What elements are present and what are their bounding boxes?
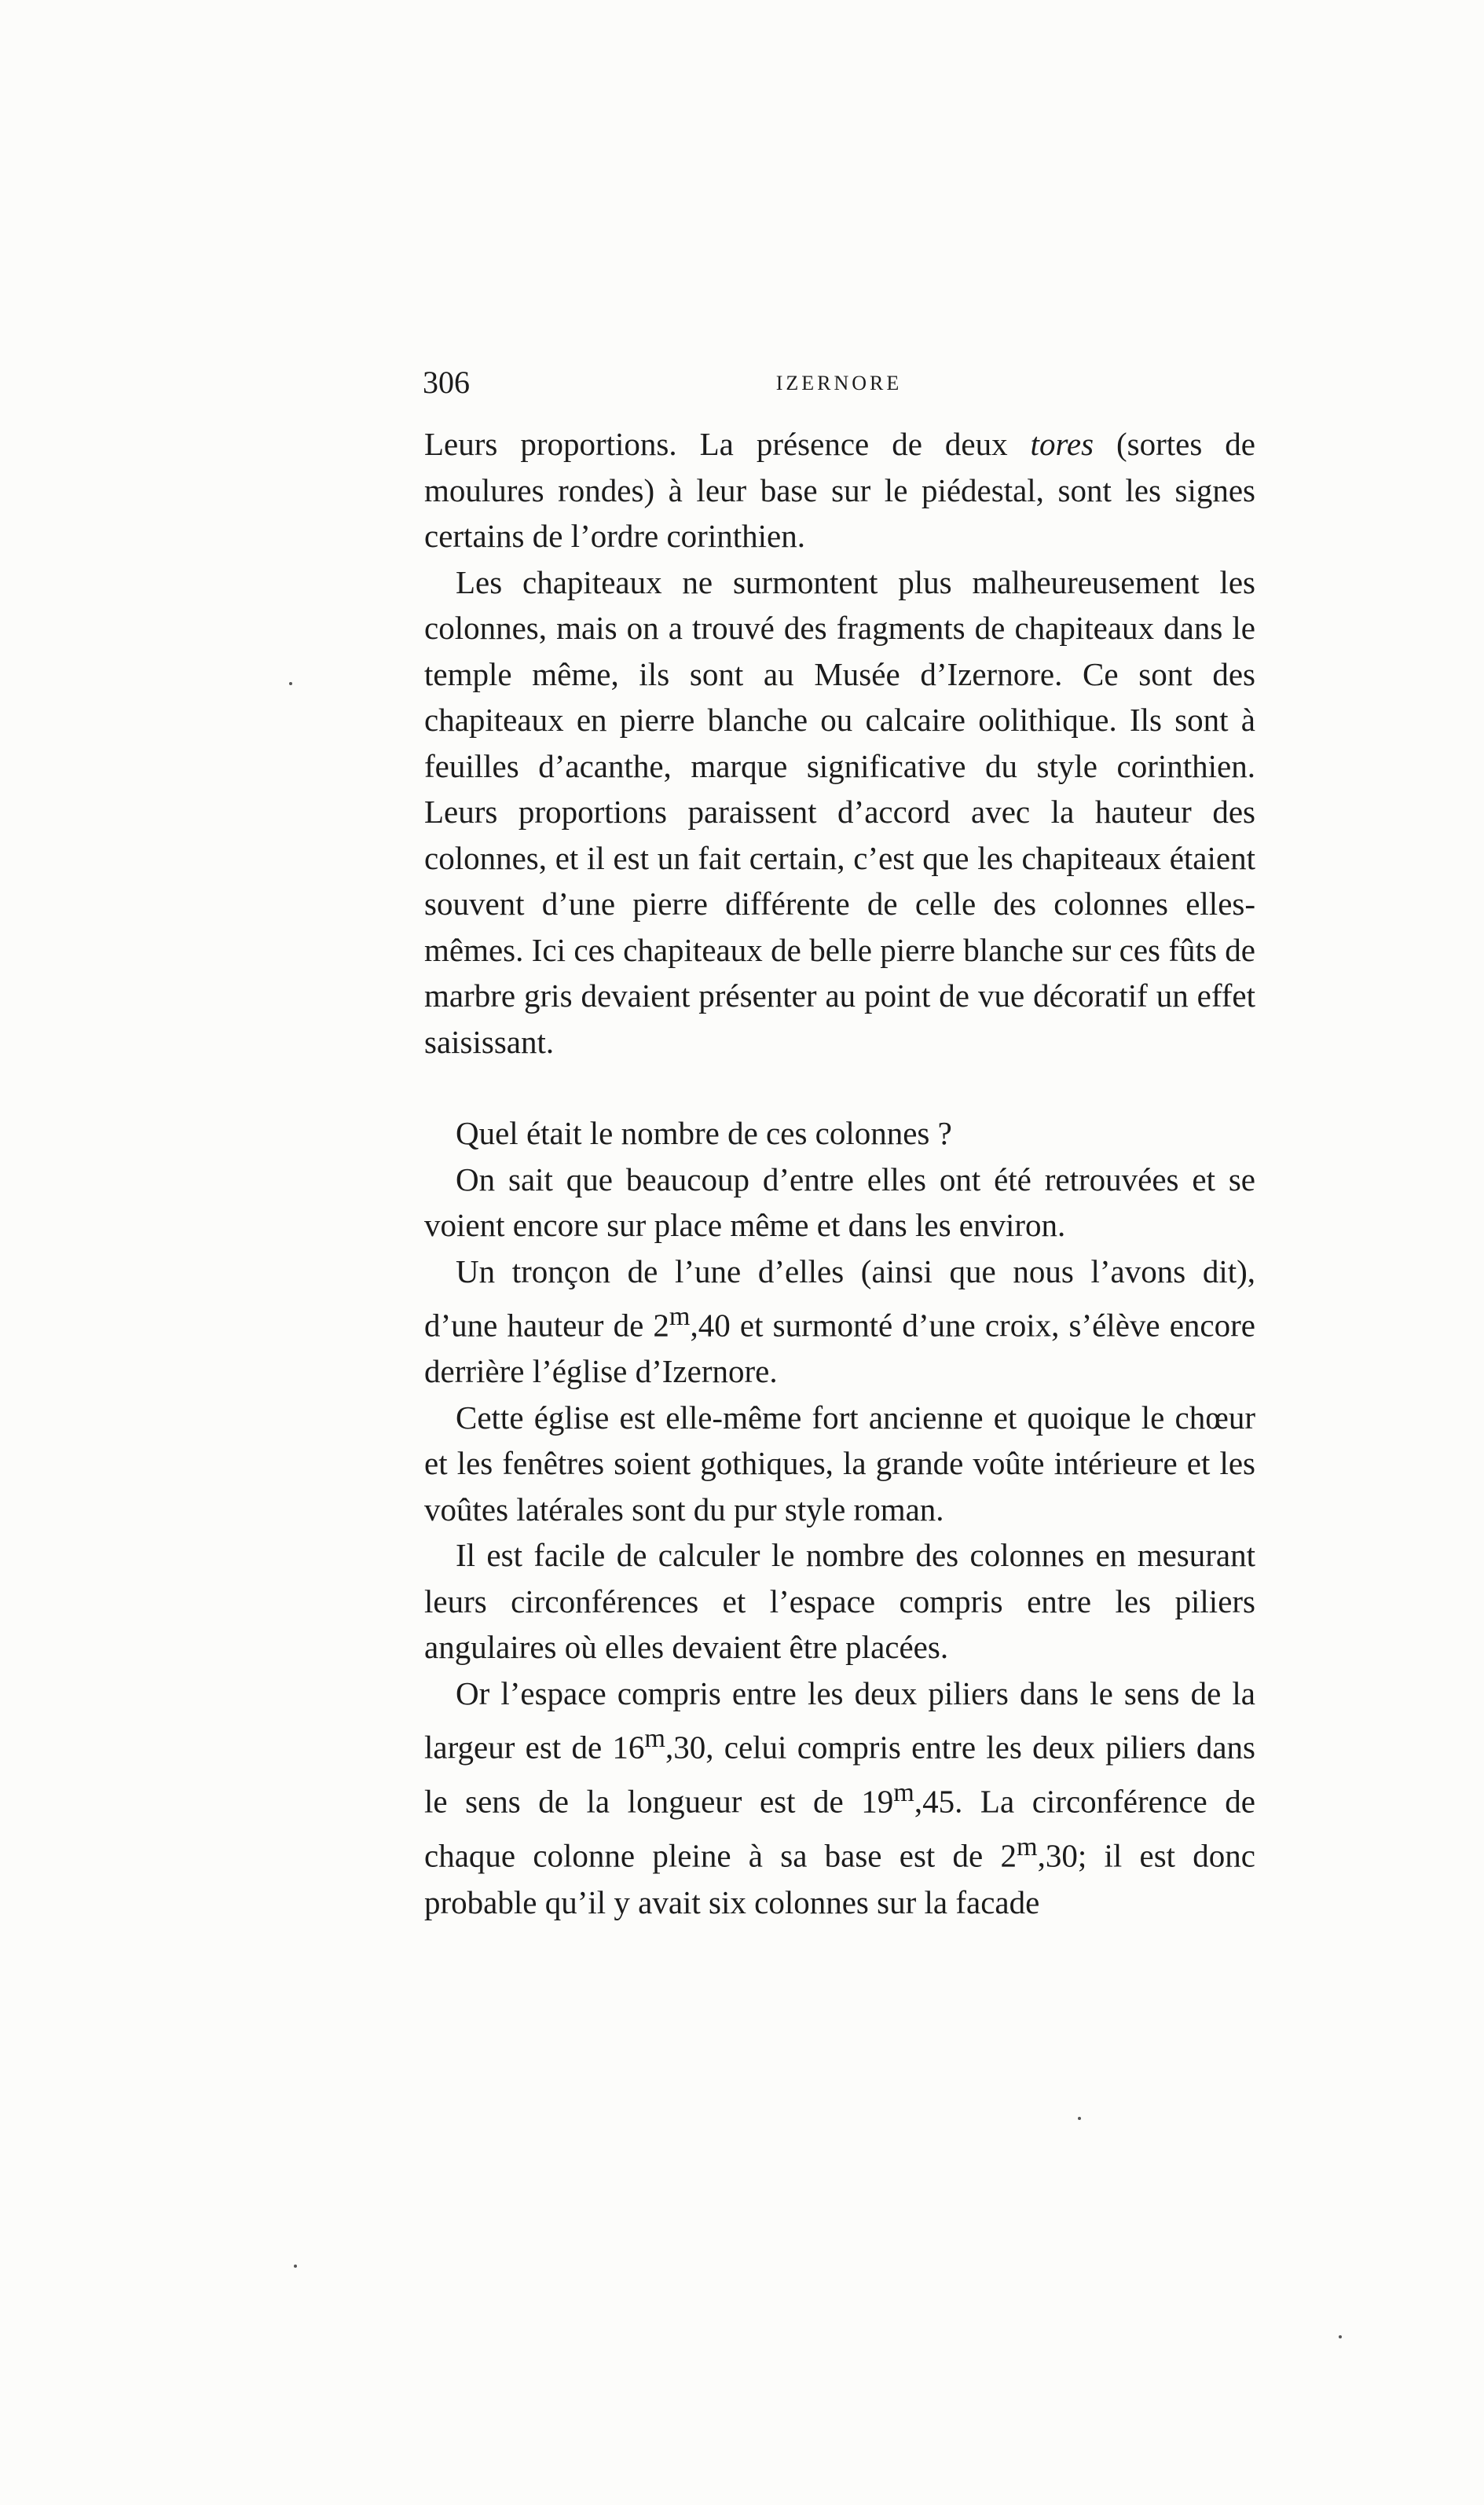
text-run: (sortes de moulures rondes) à leur base sur le piédestal, sont les signes certains de l’ordre corinthien. bbox=[424, 426, 1255, 554]
superscript-unit: m bbox=[893, 1778, 914, 1808]
text-run: Leurs proportions. La présence de deux bbox=[424, 426, 1031, 462]
paper-speck bbox=[289, 682, 292, 685]
paragraph-spacer bbox=[424, 1065, 1255, 1110]
running-head bbox=[423, 363, 1255, 402]
superscript-unit: m bbox=[669, 1302, 691, 1331]
paragraph-retrouvees: On sait que beaucoup d’entre elles ont été retrouvées et se voient encore sur place même et dans les environ. bbox=[424, 1161, 1255, 1243]
paragraph-eglise: Cette église est elle-même fort ancienne et quoique le chœur et les fenêtres soient gothiques, la grande voûte intérieure et les voûtes latérales sont du pur style roman. bbox=[424, 1399, 1255, 1528]
body-text bbox=[424, 421, 1255, 1925]
paragraph-question: Quel était le nombre de ces colonnes ? bbox=[456, 1115, 952, 1151]
italic-term: tores bbox=[1030, 426, 1094, 462]
text-run: ,45. La circonférence de chaque colonne pleine à sa base est de 2 bbox=[424, 1783, 1255, 1875]
paragraph-proportions bbox=[424, 421, 1255, 559]
superscript-unit: m bbox=[644, 1724, 665, 1754]
superscript-unit: m bbox=[1017, 1832, 1038, 1862]
paper-speck bbox=[294, 2265, 297, 2268]
paragraph-espace bbox=[424, 1671, 1255, 1925]
text-run: ,30; il est donc probable qu’il y avait six colonnes sur la facade bbox=[424, 1838, 1255, 1920]
text-run: ,40 et surmonté d’une croix, s’élève encore derrière l’église d’Izernore. bbox=[424, 1307, 1255, 1390]
paper-speck bbox=[1339, 2335, 1342, 2338]
text-run: Or l’espace compris entre les deux piliers dans le sens de la largeur est de 16 bbox=[424, 1674, 1255, 1766]
paragraph-calcul: Il est facile de calculer le nombre des colonnes en mesurant leurs circonférences et l’espace compris entre les piliers angulaires où elles devaient être placées. bbox=[424, 1537, 1255, 1666]
text-run: Un tronçon de l’une d’elles (ainsi que nous l’avons dit), d’une hauteur de 2 bbox=[424, 1252, 1255, 1344]
text-run: ,30, celui compris entre les deux piliers dans le sens de la longueur est de 19 bbox=[424, 1729, 1255, 1820]
paragraph-troncon bbox=[424, 1249, 1255, 1395]
page-number: 306 bbox=[423, 365, 470, 400]
paper-speck bbox=[1078, 2117, 1081, 2120]
paragraph-chapiteaux: Les chapiteaux ne surmontent plus malheureusement les colonnes, mais on a trouvé des fragments de chapiteaux dans le temple même, ils sont au Musée d’Izernore. Ce sont des chapiteaux en pierre blanche ou calcaire oolithique. Ils sont à feuilles d’acanthe, marque significative du style corinthien. Leurs proportions paraissent d’accord avec la hauteur des colonnes, et il est un fait certain, c’est que les chapiteaux étaient souvent d’une pierre différente de celle des colonnes elles-mêmes. Ici ces chapiteaux de belle pierre blanche sur ces fûts de marbre gris devaient présenter au point de vue décoratif un effet saisissant. bbox=[424, 563, 1255, 1060]
running-title: IZERNORE bbox=[775, 372, 903, 394]
